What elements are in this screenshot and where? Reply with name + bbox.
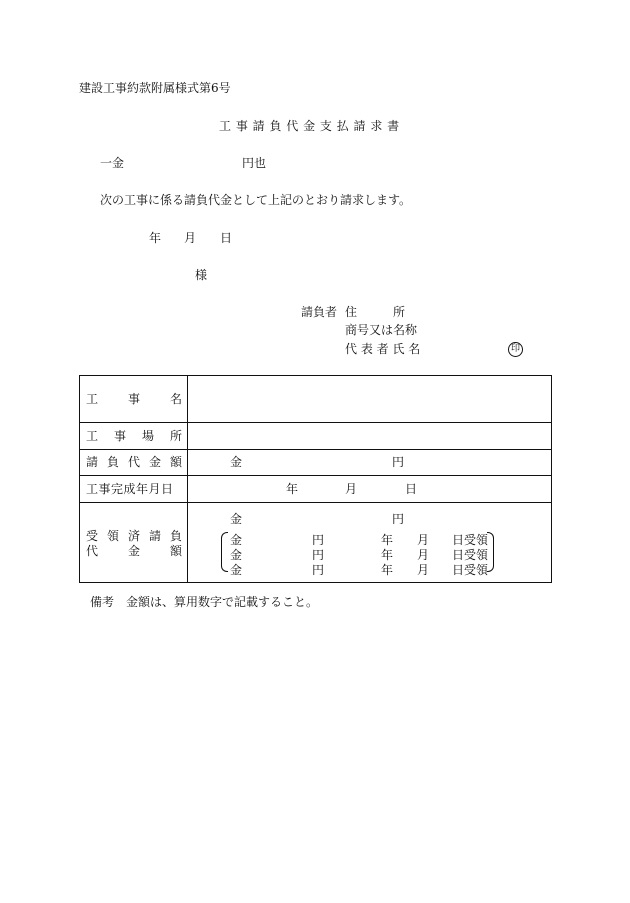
work-place-label: 工 事 場 所	[86, 429, 182, 443]
received-entry-day: 日受領	[452, 533, 489, 547]
received-entry-kin: 金	[230, 533, 243, 547]
received-amount-label-line2: 代 金 額	[86, 544, 182, 558]
contract-amount-yen: 円	[392, 455, 405, 469]
received-entry-day: 日受領	[452, 548, 489, 562]
received-entry-day: 日受領	[452, 563, 489, 577]
received-entry-kin: 金	[230, 548, 243, 562]
received-entry-month: 月	[417, 533, 430, 547]
received-amount-label-line1: 受 領 済 請 負	[86, 529, 182, 543]
received-entry-yen: 円	[312, 533, 325, 547]
amount-suffix: 円也	[242, 156, 267, 170]
addressee-honorific: 様	[195, 268, 208, 282]
received-entry-yen: 円	[312, 563, 325, 577]
details-table	[79, 375, 552, 583]
received-total-yen: 円	[392, 512, 405, 526]
contractor-label: 請負者	[301, 305, 338, 319]
completion-date-label: 工事完成年月日	[86, 482, 174, 496]
received-entry-kin: 金	[230, 563, 243, 577]
completion-month: 月	[345, 482, 358, 496]
received-entry-month: 月	[417, 563, 430, 577]
completion-year: 年	[286, 482, 299, 496]
received-entry-month: 月	[417, 548, 430, 562]
work-name-label: 工 事 名	[86, 392, 182, 406]
table-row-divider	[80, 422, 551, 423]
request-statement: 次の工事に係る請負代金として上記のとおり請求します。	[100, 193, 412, 207]
table-row-divider	[80, 449, 551, 450]
amount-prefix: 一金	[100, 156, 125, 170]
received-total-kin: 金	[230, 512, 243, 526]
remarks-note: 備考 金額は、算用数字で記載すること。	[90, 595, 319, 609]
completion-day: 日	[405, 482, 418, 496]
table-row-divider	[80, 502, 551, 503]
received-entry-year: 年	[381, 563, 394, 577]
seal-mark: 印	[508, 342, 523, 357]
trade-name-label: 商号又は名称	[345, 323, 418, 337]
received-entry-year: 年	[381, 533, 394, 547]
date-year: 年	[149, 231, 162, 245]
table-column-divider	[187, 376, 188, 582]
address-label: 住 所	[345, 305, 406, 319]
left-bracket	[221, 532, 228, 572]
date-month: 月	[184, 231, 197, 245]
date-day: 日	[220, 231, 233, 245]
document-title: 工 事 請 負 代 金 支 払 請 求 書	[219, 119, 400, 133]
form-number-note: 建設工事約款附属様式第6号	[79, 81, 231, 95]
contract-amount-kin: 金	[230, 455, 243, 469]
table-row-divider	[80, 475, 551, 476]
received-entry-year: 年	[381, 548, 394, 562]
received-entry-yen: 円	[312, 548, 325, 562]
contract-amount-label: 請 負 代 金 額	[86, 455, 182, 469]
representative-label: 代 表 者 氏 名	[345, 342, 421, 356]
right-bracket	[487, 532, 494, 572]
